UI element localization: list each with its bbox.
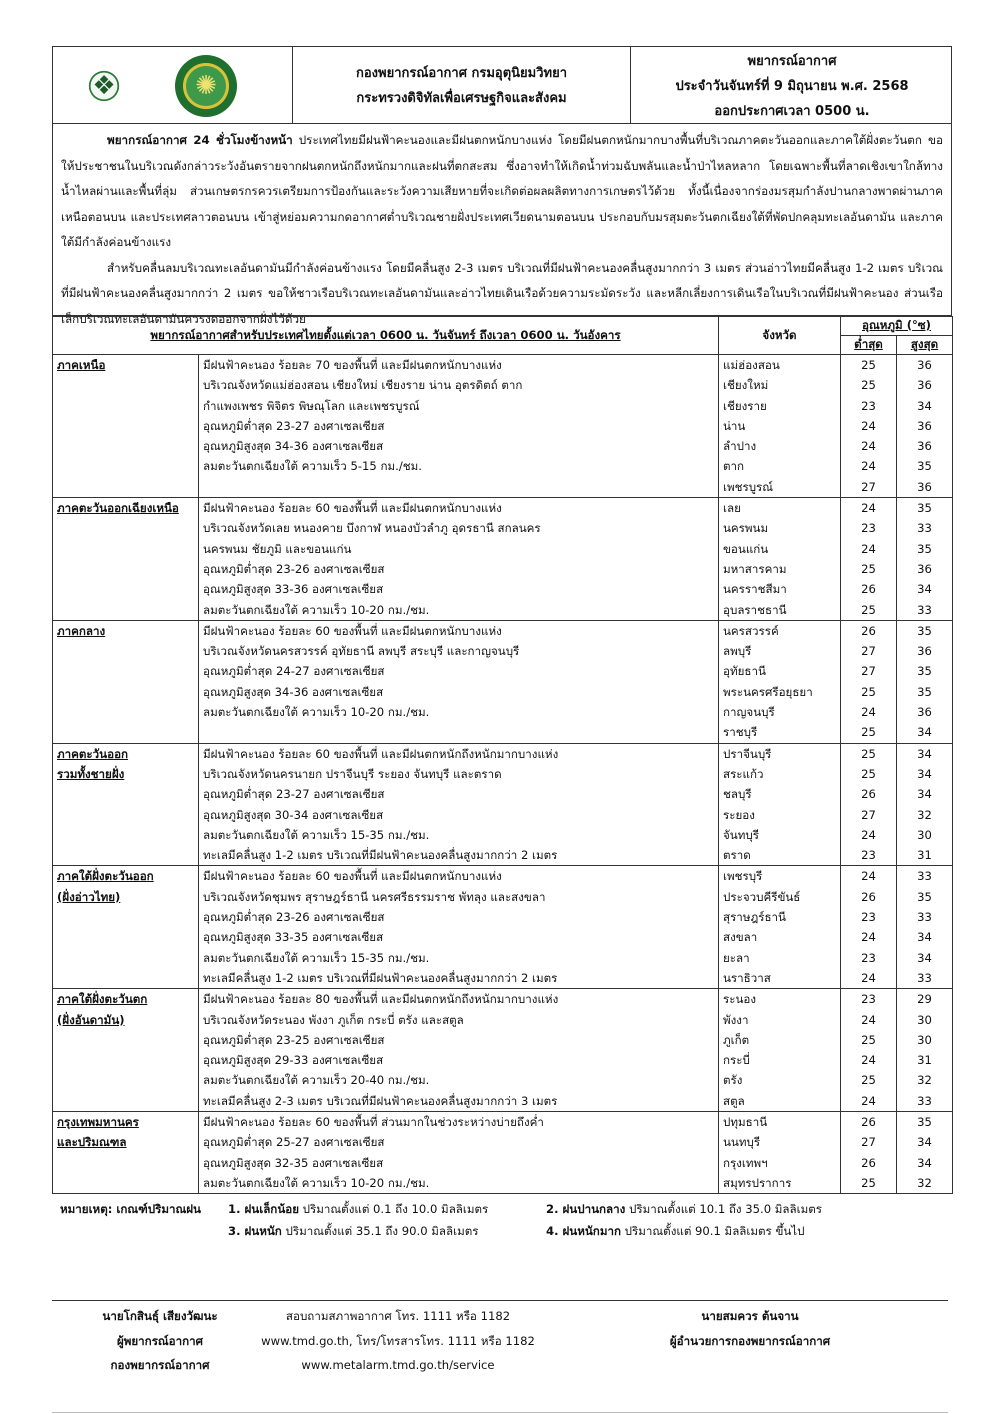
- forecast-title-line-1: พยากรณ์อากาศ: [747, 54, 837, 69]
- max-temp: 36: [897, 416, 953, 436]
- table-row: [53, 579, 953, 599]
- min-temp: 25: [841, 559, 897, 579]
- region-description: ทะเลมีคลื่นสูง 1-2 เมตร บริเวณที่มีฝนฟ้าคะนองคลื่นสูงมากกว่า 2 เมตร: [199, 968, 719, 989]
- table-row: [53, 498, 953, 519]
- note-criterion-3-label: 3. ฝนหนัก: [228, 1224, 282, 1238]
- region-description: อุณหภูมิสูงสุด 33-35 องศาเซลเซียส: [199, 927, 719, 947]
- region-description: ลมตะวันตกเฉียงใต้ ความเร็ว 15-35 กม./ชม.: [199, 948, 719, 968]
- region-name: [53, 641, 199, 661]
- region-name: [53, 805, 199, 825]
- min-temp: 23: [841, 989, 897, 1010]
- region-name: ภาคกลาง: [53, 620, 199, 641]
- min-temp: 27: [841, 641, 897, 661]
- max-temp: 34: [897, 1153, 953, 1173]
- note-criterion-2-label: 2. ฝนปานกลาง: [546, 1202, 626, 1216]
- province-name: กระบี่: [719, 1050, 841, 1070]
- table-row: [53, 518, 953, 538]
- region-description: อุณหภูมิสูงสุด 33-36 องศาเซลเซียส: [199, 579, 719, 599]
- table-row: [53, 1132, 953, 1152]
- region-description: ลมตะวันตกเฉียงใต้ ความเร็ว 10-20 กม./ชม.: [199, 1173, 719, 1194]
- max-temp: 30: [897, 825, 953, 845]
- max-temp: 33: [897, 600, 953, 621]
- region-description: มีฝนฟ้าคะนอง ร้อยละ 80 ของพื้นที่ และมีฝนตกหนักถึงหนักมากบางแห่ง: [199, 989, 719, 1010]
- max-temp: 35: [897, 1111, 953, 1132]
- region-description: อุณหภูมิต่ำสุด 23-26 องศาเซลเซียส: [199, 907, 719, 927]
- region-description: อุณหภูมิต่ำสุด 23-26 องศาเซลเซียส: [199, 559, 719, 579]
- table-row: [53, 436, 953, 456]
- note-criterion-4-text: ปริมาณตั้งแต่ 90.1 มิลลิเมตร ขึ้นไป: [621, 1224, 805, 1238]
- max-temp: 35: [897, 887, 953, 907]
- province-name: มหาสารคาม: [719, 559, 841, 579]
- table-title-text: พยากรณ์อากาศสำหรับประเทศไทยตั้งแต่เวลา 0600 น. วันจันทร์ ถึงเวลา 0600 น. วันอังคาร: [150, 327, 621, 342]
- province-name: เชียงใหม่: [719, 375, 841, 395]
- province-name: ยะลา: [719, 948, 841, 968]
- tmd-emblem-icon: ❖: [73, 55, 135, 117]
- min-temp: 24: [841, 539, 897, 559]
- table-row: [53, 1030, 953, 1050]
- region-name: [53, 539, 199, 559]
- region-description: มีฝนฟ้าคะนอง ร้อยละ 60 ของพื้นที่ และมีฝนตกหนักบางแห่ง: [199, 498, 719, 519]
- province-name: กาญจนบุรี: [719, 702, 841, 722]
- max-temp: 32: [897, 1070, 953, 1090]
- region-name: ภาคตะวันออก: [53, 743, 199, 764]
- region-name: (ฝั่งอันดามัน): [53, 1010, 199, 1030]
- min-temp: 25: [841, 682, 897, 702]
- page-bottom-divider: [52, 1412, 948, 1413]
- province-name: สตูล: [719, 1091, 841, 1112]
- region-name: [53, 1153, 199, 1173]
- table-row: [53, 989, 953, 1010]
- min-temp: 24: [841, 702, 897, 722]
- region-name: [53, 845, 199, 866]
- table-row: [53, 845, 953, 866]
- min-temp: 26: [841, 1153, 897, 1173]
- table-row: [53, 784, 953, 804]
- region-name: [53, 477, 199, 498]
- min-temp: 24: [841, 456, 897, 476]
- note-label: หมายเหตุ: เกณฑ์ปริมาณฝน: [60, 1202, 201, 1216]
- region-description: อุณหภูมิสูงสุด 34-36 องศาเซลเซียส: [199, 682, 719, 702]
- province-name: ปทุมธานี: [719, 1111, 841, 1132]
- region-name: [53, 436, 199, 456]
- province-name: เชียงราย: [719, 396, 841, 416]
- min-temp: 23: [841, 518, 897, 538]
- table-row: [53, 620, 953, 641]
- min-temp-header: ต่ำสุด: [841, 336, 897, 355]
- max-temp: 34: [897, 722, 953, 743]
- min-temp: 23: [841, 396, 897, 416]
- province-name: ระยอง: [719, 805, 841, 825]
- contact-phone: สอบถามสภาพอากาศ โทร. 1111 หรือ 1182: [285, 1309, 511, 1323]
- max-temp: 36: [897, 641, 953, 661]
- region-name: [53, 579, 199, 599]
- min-temp: 26: [841, 579, 897, 599]
- max-temp: 36: [897, 702, 953, 722]
- table-row: [53, 1173, 953, 1194]
- table-row: [53, 1091, 953, 1112]
- province-name: เลย: [719, 498, 841, 519]
- region-name: รวมทั้งชายฝั่ง: [53, 764, 199, 784]
- note-criterion-3-text: ปริมาณตั้งแต่ 35.1 ถึง 90.0 มิลลิเมตร: [281, 1224, 479, 1238]
- max-temp: 35: [897, 539, 953, 559]
- min-temp: 24: [841, 825, 897, 845]
- max-temp: 36: [897, 477, 953, 498]
- region-name: [53, 702, 199, 722]
- region-name: [53, 416, 199, 436]
- org-line-2: กระทรวงดิจิทัลเพื่อเศรษฐกิจและสังคม: [356, 91, 567, 106]
- region-name: ภาคเหนือ: [53, 355, 199, 376]
- table-row: [53, 1010, 953, 1030]
- province-header: จังหวัด: [719, 317, 841, 355]
- footer-divider: [52, 1300, 948, 1301]
- province-name: นครสวรรค์: [719, 620, 841, 641]
- min-temp: 25: [841, 743, 897, 764]
- table-row: [53, 641, 953, 661]
- table-row: [53, 1050, 953, 1070]
- summary-paragraph-1: [61, 128, 943, 256]
- max-temp: 31: [897, 845, 953, 866]
- region-description: อุณหภูมิต่ำสุด 24-27 องศาเซลเซียส: [199, 661, 719, 681]
- region-name: [53, 825, 199, 845]
- province-name: กรุงเทพฯ: [719, 1153, 841, 1173]
- region-name: [53, 907, 199, 927]
- province-name: ประจวบคีรีขันธ์: [719, 887, 841, 907]
- note-criterion-1: [228, 1198, 488, 1220]
- website-link[interactable]: www.tmd.go.th, โทร/โทรสารโทร. 1111 หรือ 1182: [261, 1333, 535, 1348]
- note-criterion-3: [228, 1220, 478, 1242]
- max-temp: 34: [897, 1132, 953, 1152]
- region-name: [53, 1070, 199, 1090]
- province-name: ขอนแก่น: [719, 539, 841, 559]
- province-name: เพชรบูรณ์: [719, 477, 841, 498]
- max-temp: 34: [897, 764, 953, 784]
- min-temp: 27: [841, 477, 897, 498]
- min-temp: 23: [841, 907, 897, 927]
- max-temp: 33: [897, 866, 953, 887]
- min-temp: 25: [841, 1173, 897, 1194]
- region-name: [53, 456, 199, 476]
- table-row: [53, 825, 953, 845]
- region-name: [53, 1173, 199, 1194]
- region-name: (ฝั่งอ่าวไทย): [53, 887, 199, 907]
- region-name: กรุงเทพมหานคร: [53, 1111, 199, 1132]
- province-name: เพชรบุรี: [719, 866, 841, 887]
- region-name: ภาคใต้ฝั่งตะวันตก: [53, 989, 199, 1010]
- min-temp: 24: [841, 1010, 897, 1030]
- min-temp: 24: [841, 968, 897, 989]
- max-temp: 36: [897, 355, 953, 376]
- min-temp: 25: [841, 600, 897, 621]
- province-name: สระแก้ว: [719, 764, 841, 784]
- table-row: [53, 887, 953, 907]
- region-description: บริเวณจังหวัดแม่ฮ่องสอน เชียงใหม่ เชียงราย น่าน อุตรดิตถ์ ตาก: [199, 375, 719, 395]
- note-row-1: [60, 1198, 950, 1220]
- max-temp-header: สูงสุด: [897, 336, 953, 355]
- max-temp: 33: [897, 968, 953, 989]
- service-link[interactable]: www.metalarm.tmd.go.th/service: [301, 1358, 495, 1372]
- table-row: [53, 539, 953, 559]
- region-name: ภาคใต้ฝั่งตะวันออก: [53, 866, 199, 887]
- note-criterion-2-text: ปริมาณตั้งแต่ 10.1 ถึง 35.0 มิลลิเมตร: [625, 1202, 822, 1216]
- table-row: [53, 866, 953, 887]
- province-name: แม่ฮ่องสอน: [719, 355, 841, 376]
- region-description: มีฝนฟ้าคะนอง ร้อยละ 60 ของพื้นที่ และมีฝนตกหนักถึงหนักมากบางแห่ง: [199, 743, 719, 764]
- forecast-title: [631, 47, 953, 123]
- province-name: สุราษฎร์ธานี: [719, 907, 841, 927]
- header-box: [52, 46, 952, 124]
- region-description: บริเวณจังหวัดเลย หนองคาย บึงกาฬ หนองบัวลำภู อุดรธานี สกลนคร: [199, 518, 719, 538]
- region-name: [53, 927, 199, 947]
- max-temp: 35: [897, 620, 953, 641]
- region-description: บริเวณจังหวัดชุมพร สุราษฎร์ธานี นครศรีธรรมราช พัทลุง และสงขลา: [199, 887, 719, 907]
- region-description: บริเวณจังหวัดนครนายก ปราจีนบุรี ระยอง จันทบุรี และตราด: [199, 764, 719, 784]
- max-temp: 33: [897, 907, 953, 927]
- regional-forecast-table: [52, 316, 953, 1194]
- region-name: [53, 559, 199, 579]
- director-signature: [630, 1304, 870, 1353]
- table-row: [53, 907, 953, 927]
- region-name: [53, 682, 199, 702]
- min-temp: 26: [841, 784, 897, 804]
- min-temp: 24: [841, 1050, 897, 1070]
- max-temp: 30: [897, 1010, 953, 1030]
- director-title: ผู้อำนวยการกองพยากรณ์อากาศ: [669, 1333, 831, 1348]
- max-temp: 34: [897, 948, 953, 968]
- min-temp: 26: [841, 887, 897, 907]
- region-description: ทะเลมีคลื่นสูง 2-3 เมตร บริเวณที่มีฝนฟ้าคะนองคลื่นสูงมากกว่า 3 เมตร: [199, 1091, 719, 1112]
- note-row-2: [60, 1220, 950, 1242]
- note-criterion-4: [546, 1220, 805, 1242]
- province-name: ตราด: [719, 845, 841, 866]
- min-temp: 25: [841, 764, 897, 784]
- temperature-header: อุณหภูมิ (°ซ): [841, 317, 953, 336]
- max-temp: 32: [897, 805, 953, 825]
- region-description: กำแพงเพชร พิจิตร พิษณุโลก และเพชรบูรณ์: [199, 396, 719, 416]
- min-temp: 26: [841, 1111, 897, 1132]
- director-name: นายสมควร ต้นจาน: [701, 1309, 799, 1323]
- table-row: [53, 355, 953, 376]
- province-name: ราชบุรี: [719, 722, 841, 743]
- forecaster-division: กองพยากรณ์อากาศ: [110, 1358, 210, 1372]
- table-row: [53, 764, 953, 784]
- region-description: ลมตะวันตกเฉียงใต้ ความเร็ว 10-20 กม./ชม.: [199, 702, 719, 722]
- province-name: ตาก: [719, 456, 841, 476]
- min-temp: 26: [841, 620, 897, 641]
- province-name: สมุทรปราการ: [719, 1173, 841, 1194]
- region-description: บริเวณจังหวัดนครสวรรค์ อุทัยธานี ลพบุรี สระบุรี และกาญจนบุรี: [199, 641, 719, 661]
- province-name: สงขลา: [719, 927, 841, 947]
- min-temp: 24: [841, 416, 897, 436]
- rainfall-criteria-note: [60, 1198, 950, 1242]
- region-name: [53, 600, 199, 621]
- max-temp: 33: [897, 518, 953, 538]
- province-name: นครพนม: [719, 518, 841, 538]
- region-name: [53, 1050, 199, 1070]
- min-temp: 24: [841, 866, 897, 887]
- region-name: [53, 784, 199, 804]
- forecast-date: ประจำวันจันทร์ที่ 9 มิถุนายน พ.ศ. 2568: [675, 79, 909, 94]
- region-description: อุณหภูมิต่ำสุด 23-27 องศาเซลเซียส: [199, 784, 719, 804]
- region-description: บริเวณจังหวัดระนอง พังงา ภูเก็ต กระบี่ ตรัง และสตูล: [199, 1010, 719, 1030]
- contact-info: [248, 1304, 548, 1378]
- table-row: [53, 477, 953, 498]
- province-name: ตรัง: [719, 1070, 841, 1090]
- region-description: อุณหภูมิต่ำสุด 25-27 องศาเซลเซียส: [199, 1132, 719, 1152]
- max-temp: 36: [897, 436, 953, 456]
- min-temp: 25: [841, 375, 897, 395]
- region-name: [53, 968, 199, 989]
- region-description: มีฝนฟ้าคะนอง ร้อยละ 70 ของพื้นที่ และมีฝนตกหนักบางแห่ง: [199, 355, 719, 376]
- note-criterion-1-label: 1. ฝนเล็กน้อย: [228, 1202, 299, 1216]
- region-name: ภาคตะวันออกเฉียงเหนือ: [53, 498, 199, 519]
- region-name: [53, 375, 199, 395]
- min-temp: 27: [841, 805, 897, 825]
- table-row: [53, 702, 953, 722]
- table-body: [53, 355, 953, 1194]
- table-row: [53, 661, 953, 681]
- region-description: ทะเลมีคลื่นสูง 1-2 เมตร บริเวณที่มีฝนฟ้าคะนองคลื่นสูงมากกว่า 2 เมตร: [199, 845, 719, 866]
- province-name: น่าน: [719, 416, 841, 436]
- region-description: อุณหภูมิสูงสุด 29-33 องศาเซลเซียส: [199, 1050, 719, 1070]
- region-description: ลมตะวันตกเฉียงใต้ ความเร็ว 10-20 กม./ชม.: [199, 600, 719, 621]
- max-temp: 29: [897, 989, 953, 1010]
- table-title: [53, 317, 719, 355]
- forecaster-signature: [70, 1304, 250, 1378]
- max-temp: 32: [897, 1173, 953, 1194]
- min-temp: 27: [841, 661, 897, 681]
- region-description: มีฝนฟ้าคะนอง ร้อยละ 60 ของพื้นที่ และมีฝนตกหนักบางแห่ง: [199, 620, 719, 641]
- summary-lead: พยากรณ์อากาศ 24 ชั่วโมงข้างหน้า: [107, 133, 293, 147]
- logos: [53, 47, 293, 123]
- province-name: จันทบุรี: [719, 825, 841, 845]
- region-name: [53, 948, 199, 968]
- org-line-1: กองพยากรณ์อากาศ กรมอุตุนิยมวิทยา: [355, 66, 567, 81]
- max-temp: 36: [897, 559, 953, 579]
- note-criterion-2: [546, 1198, 822, 1220]
- min-temp: 24: [841, 498, 897, 519]
- min-temp: 25: [841, 1030, 897, 1050]
- region-description: อุณหภูมิสูงสุด 34-36 องศาเซลเซียส: [199, 436, 719, 456]
- min-temp: 27: [841, 1132, 897, 1152]
- max-temp: 30: [897, 1030, 953, 1050]
- max-temp: 34: [897, 579, 953, 599]
- table-row: [53, 1111, 953, 1132]
- max-temp: 34: [897, 927, 953, 947]
- region-description: ลมตะวันตกเฉียงใต้ ความเร็ว 5-15 กม./ชม.: [199, 456, 719, 476]
- region-name: [53, 518, 199, 538]
- table-row: [53, 1070, 953, 1090]
- region-name: [53, 1091, 199, 1112]
- province-name: พังงา: [719, 1010, 841, 1030]
- province-name: ภูเก็ต: [719, 1030, 841, 1050]
- min-temp: 25: [841, 355, 897, 376]
- table-row: [53, 968, 953, 989]
- table-row: [53, 1153, 953, 1173]
- max-temp: 35: [897, 498, 953, 519]
- region-description: [199, 477, 719, 498]
- max-temp: 33: [897, 1091, 953, 1112]
- region-description: อุณหภูมิสูงสุด 30-34 องศาเซลเซียส: [199, 805, 719, 825]
- table-row: [53, 396, 953, 416]
- region-name: [53, 396, 199, 416]
- region-description: นครพนม ชัยภูมิ และขอนแก่น: [199, 539, 719, 559]
- forecaster-name: นายโกสินธุ์ เสียงวัฒนะ: [102, 1309, 218, 1323]
- table-row: [53, 927, 953, 947]
- table-row: [53, 375, 953, 395]
- region-name: [53, 722, 199, 743]
- table-row: [53, 682, 953, 702]
- region-name: และปริมณฑล: [53, 1132, 199, 1152]
- table-row: [53, 456, 953, 476]
- region-description: ลมตะวันตกเฉียงใต้ ความเร็ว 20-40 กม./ชม.: [199, 1070, 719, 1090]
- region-description: ลมตะวันตกเฉียงใต้ ความเร็ว 15-35 กม./ชม.: [199, 825, 719, 845]
- summary-paragraph-2: สำหรับคลื่นลมบริเวณทะเลอันดามันมีกำลังค่อนข้างแรง โดยมีคลื่นสูง 2-3 เมตร บริเวณที่มีฝนฟ้าคะนองคลื่นสูงมากกว่า 3 เมตร ส่วนอ่าวไทยมีคลื่นสูง 1-2 เมตร บริเวณที่มีฝนฟ้าคะนองคลื่นสูงมากกว่า 2 เมตร ขอให้ชาวเรือบริเวณทะเลอันดามันและอ่าวไทยเดินเรือด้วยความระมัดระวัง และหลีกเลี่ยงการเดินเรือในบริเวณที่มีฝนฟ้าคะนอง ส่วนเรือเล็กบริเวณทะเลอันดามันควรงดออกจากฝั่งไว้ด้วย: [61, 260, 943, 326]
- summary-text-1: ประเทศไทยมีฝนฟ้าคะนองและมีฝนตกหนักบางแห่ง โดยมีฝนตกหนักมากบางพื้นที่บริเวณภาคตะวันออกและภาคใต้ฝั่งตะวันตก ขอให้ประชาชนในบริเวณดังกล่าวระวังอันตรายจากฝนตกหนักถึงหนักมากและฝนที่ตกสะสม ซึ่งอาจทำให้เกิดน้ำท่วมฉับพลันและน้ำป่าไหลหลาก โดยเฉพาะพื้นที่ลาดเชิงเขาใกล้ทางน้ำไหลผ่านและพื้นที่ลุ่ม ส่วนเกษตรกรควรเตรียมการป้องกันและระวังความเสียหายที่จะเกิดต่อผลผลิตทางการเกษตรไว้ด้วย ทั้งนี้เนื่องจากร่องมรสุมกำลังปานกลางพาดผ่านภาคเหนือตอนบน และประเทศลาวตอนบน เข้าสู่หย่อมความกดอากาศต่ำบริเวณชายฝั่งประเทศเวียดนามตอนบน ประกอบกับมรสุมตะวันตกเฉียงใต้ที่พัดปกคลุมทะเลอันดามัน และภาคใต้มีกำลังค่อนข้างแรง: [61, 133, 943, 249]
- min-temp: 24: [841, 927, 897, 947]
- region-name: [53, 1030, 199, 1050]
- max-temp: 35: [897, 661, 953, 681]
- province-name: ปราจีนบุรี: [719, 743, 841, 764]
- min-temp: 23: [841, 845, 897, 866]
- table-row: [53, 600, 953, 621]
- issue-time: ออกประกาศเวลา 0500 น.: [714, 104, 870, 119]
- table-row: [53, 416, 953, 436]
- min-temp: 24: [841, 1091, 897, 1112]
- region-description: อุณหภูมิต่ำสุด 23-25 องศาเซลเซียส: [199, 1030, 719, 1050]
- province-name: พระนครศรีอยุธยา: [719, 682, 841, 702]
- min-temp: 25: [841, 1070, 897, 1090]
- max-temp: 35: [897, 682, 953, 702]
- max-temp: 34: [897, 743, 953, 764]
- note-criterion-1-text: ปริมาณตั้งแต่ 0.1 ถึง 10.0 มิลลิเมตร: [299, 1202, 489, 1216]
- table-row: [53, 805, 953, 825]
- region-description: [199, 722, 719, 743]
- max-temp: 34: [897, 396, 953, 416]
- min-temp: 23: [841, 948, 897, 968]
- table-row: [53, 743, 953, 764]
- province-name: อุทัยธานี: [719, 661, 841, 681]
- max-temp: 34: [897, 784, 953, 804]
- province-name: ระนอง: [719, 989, 841, 1010]
- province-name: อุบลราชธานี: [719, 600, 841, 621]
- province-name: ลำปาง: [719, 436, 841, 456]
- min-temp: 24: [841, 436, 897, 456]
- max-temp: 31: [897, 1050, 953, 1070]
- region-description: มีฝนฟ้าคะนอง ร้อยละ 60 ของพื้นที่ และมีฝนตกหนักบางแห่ง: [199, 866, 719, 887]
- max-temp: 35: [897, 456, 953, 476]
- province-name: นนทบุรี: [719, 1132, 841, 1152]
- max-temp: 36: [897, 375, 953, 395]
- region-description: อุณหภูมิสูงสุด 32-35 องศาเซลเซียส: [199, 1153, 719, 1173]
- table-row: [53, 722, 953, 743]
- table-row: [53, 559, 953, 579]
- note-criterion-4-label: 4. ฝนหนักมาก: [546, 1224, 621, 1238]
- region-description: อุณหภูมิต่ำสุด 23-27 องศาเซลเซียส: [199, 416, 719, 436]
- region-name: [53, 661, 199, 681]
- table-row: [53, 948, 953, 968]
- min-temp: 25: [841, 722, 897, 743]
- region-description: มีฝนฟ้าคะนอง ร้อยละ 60 ของพื้นที่ ส่วนมากในช่วงระหว่างบ่ายถึงค่ำ: [199, 1111, 719, 1132]
- province-name: นราธิวาส: [719, 968, 841, 989]
- organization-name: [293, 47, 631, 123]
- forecaster-title: ผู้พยากรณ์อากาศ: [116, 1333, 204, 1348]
- province-name: ชลบุรี: [719, 784, 841, 804]
- province-name: ลพบุรี: [719, 641, 841, 661]
- province-name: นครราชสีมา: [719, 579, 841, 599]
- ministry-emblem-icon: ✺: [175, 55, 237, 117]
